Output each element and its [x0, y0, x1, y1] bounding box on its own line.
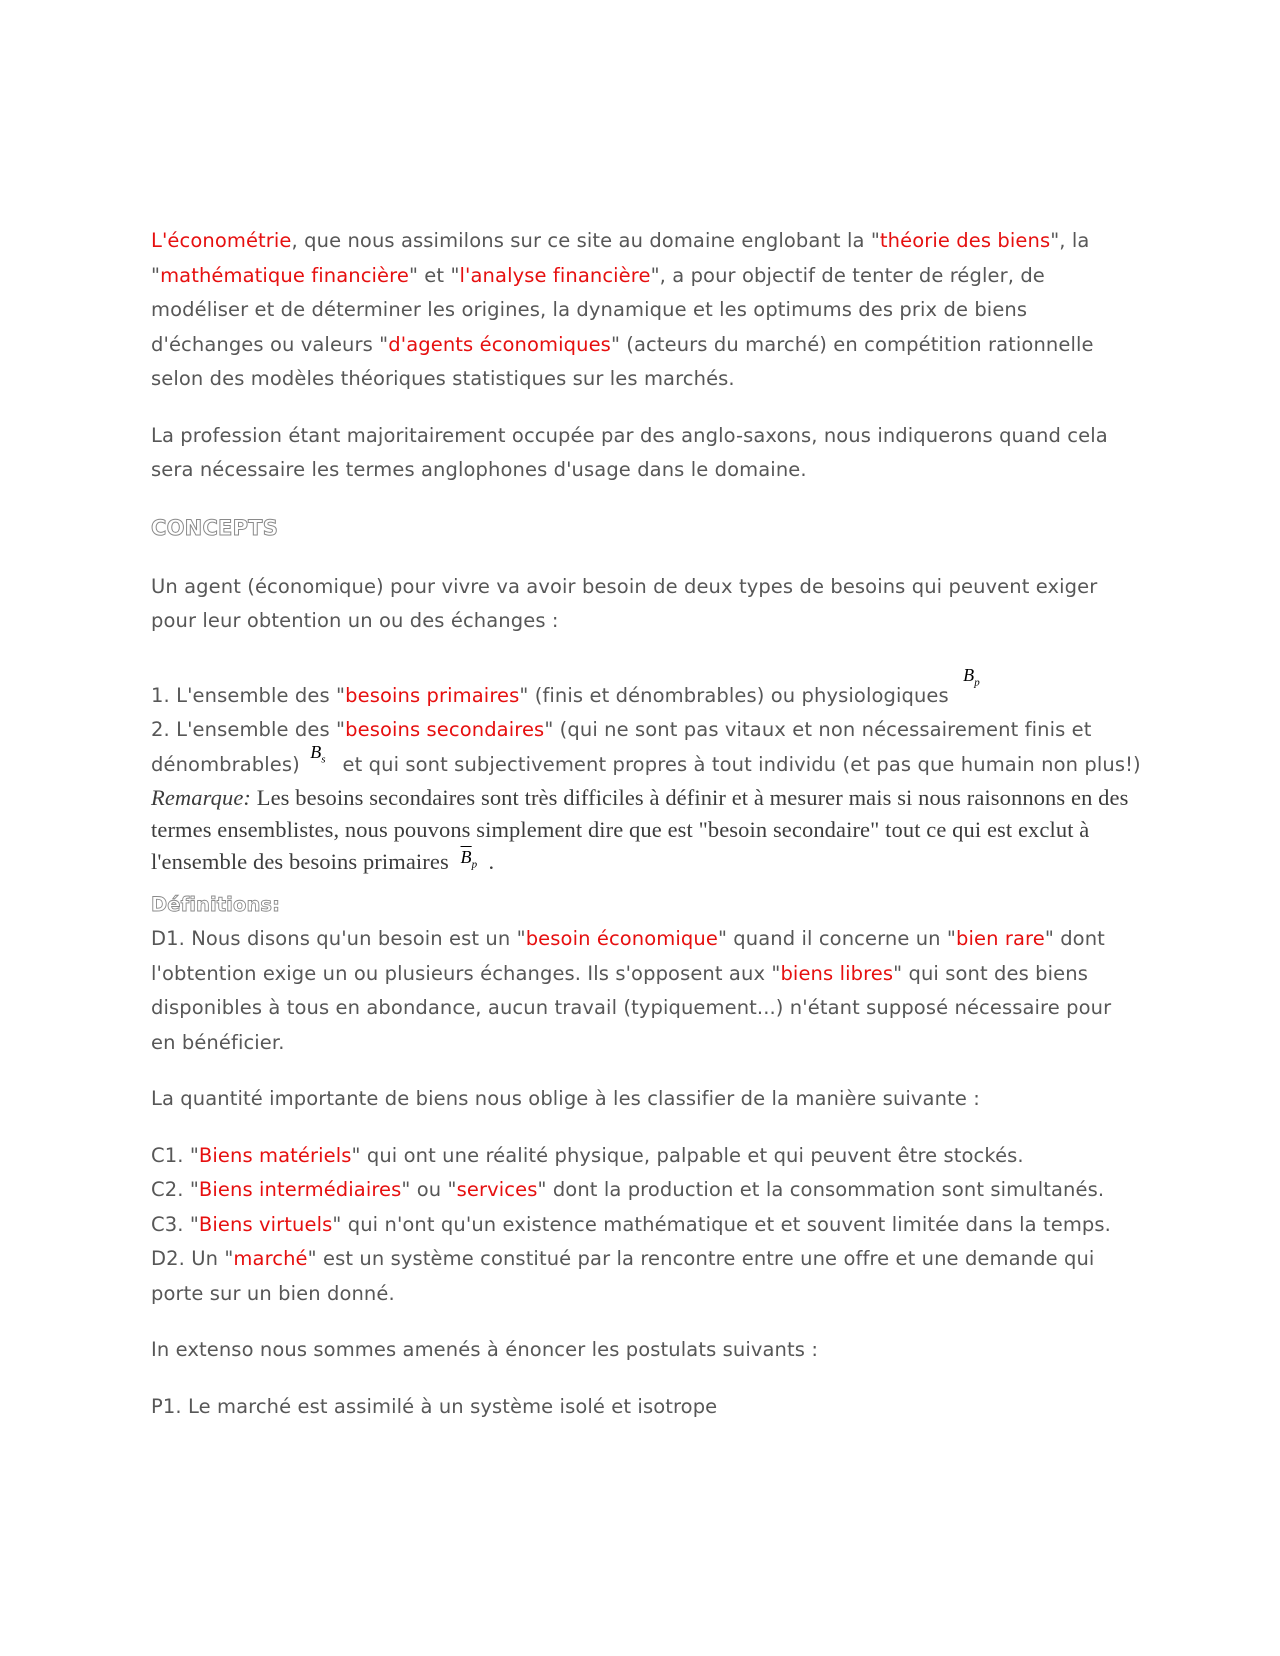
quantity-paragraph: La quantité importante de biens nous oblige à les classifier de la manière suivante :	[151, 1087, 980, 1110]
link-besoins-primaires[interactable]: besoins primaires	[345, 683, 520, 707]
link-marche[interactable]: marché	[233, 1247, 308, 1270]
link-biens-materiels[interactable]: Biens matériels	[198, 1143, 352, 1167]
list-item-besoins-secondaires: 2. L'ensemble des "besoins secondaires" (qui ne sont pas vitaux et non nécessairement finis et dénombrables) $B_s$ et qui sont subjectivement propres à tout individu (et pas que humain non plus!)	[151, 718, 1141, 776]
link-bien-rare[interactable]: bien rare	[956, 927, 1045, 950]
intro-paragraph: L'économétrie, que nous assimilons sur ce site au domaine englobant la "théorie des biens", la "mathématique financière" et "l'analyse financière", a pour objectif de tenter de régler, de modéliser et de déterminer les origines, la dynamique et les optimums des prix de biens d'échanges ou valeurs "d'agents économiques" (acteurs du marché) en compétition rationnelle selon des modèles théoriques statistiques sur les marchés.	[151, 229, 1094, 390]
link-biens-virtuels[interactable]: Biens virtuels	[198, 1212, 333, 1236]
link-agents-economiques[interactable]: d'agents économiques	[388, 332, 611, 356]
link-mathematique-financiere[interactable]: mathématique financière	[160, 263, 409, 287]
document-body	[151, 224, 1141, 1424]
link-biens-intermediaires[interactable]: Biens intermédiaires	[198, 1178, 402, 1201]
class-c1: C1. "Biens matériels" qui ont une réalité physique, palpable et qui peuvent être stockés.	[151, 1143, 1024, 1167]
link-econometrie[interactable]: L'économétrie	[151, 229, 292, 252]
postulate-p1: P1. Le marché est assimilé à un système isolé et isotrope	[151, 1394, 718, 1418]
definition-d2: D2. Un "marché" est un système constitué par la rencontre entre une offre et une demande qui porte sur un bien donné.	[151, 1247, 1095, 1305]
list-item-besoins-primaires: 1. L'ensemble des "besoins primaires" (finis et dénombrables) ou physiologiques $B_p$	[151, 664, 980, 707]
link-besoin-economique[interactable]: besoin économique	[525, 927, 718, 950]
profession-paragraph: La profession étant majoritairement occupée par des anglo-saxons, nous indiquerons quand cela sera nécessaire les termes anglophones d'usage dans le domaine.	[151, 423, 1108, 481]
agent-paragraph: Un agent (économique) pour vivre va avoir besoin de deux types de besoins qui peuvent exiger pour leur obtention un ou des échanges :	[151, 574, 1098, 632]
remark-paragraph: Remarque: Les besoins secondaires sont très difficiles à définir et à mesurer mais si nous raisonnons en des termes ensemblistes, nous pouvons simplement dire que est "besoin secondaire" tout ce qui est exclut à l'ensemble des besoins primaires $\overline{B}_p$ .	[151, 785, 1129, 874]
definition-d1: D1. Nous disons qu'un besoin est un "besoin économique" quand il concerne un "bien rare" dont l'obtention exige un ou plusieurs échanges. Ils s'opposent aux "biens libres" qui sont des biens disponibles à tous en abondance, aucun travail (typiquement...) n'étant supposé nécessaire pour en bénéficier.	[151, 927, 1112, 1054]
link-services[interactable]: services	[456, 1178, 538, 1201]
link-besoins-secondaires[interactable]: besoins secondaires	[345, 718, 545, 741]
extenso-paragraph: In extenso nous sommes amenés à énoncer les postulats suivants :	[151, 1338, 818, 1361]
link-theorie-des-biens[interactable]: théorie des biens	[879, 229, 1051, 252]
link-biens-libres[interactable]: biens libres	[780, 961, 894, 985]
class-c3: C3. "Biens virtuels" qui n'ont qu'un existence mathématique et et souvent limitée dans la temps.	[151, 1212, 1111, 1236]
class-c2: C2. "Biens intermédiaires" ou "services" dont la production et la consommation sont simultanés.	[151, 1178, 1105, 1201]
concepts-heading: CONCEPTS	[151, 515, 279, 540]
link-analyse-financiere[interactable]: l'analyse financière	[459, 263, 651, 287]
definitions-heading: Définitions:	[151, 893, 281, 916]
